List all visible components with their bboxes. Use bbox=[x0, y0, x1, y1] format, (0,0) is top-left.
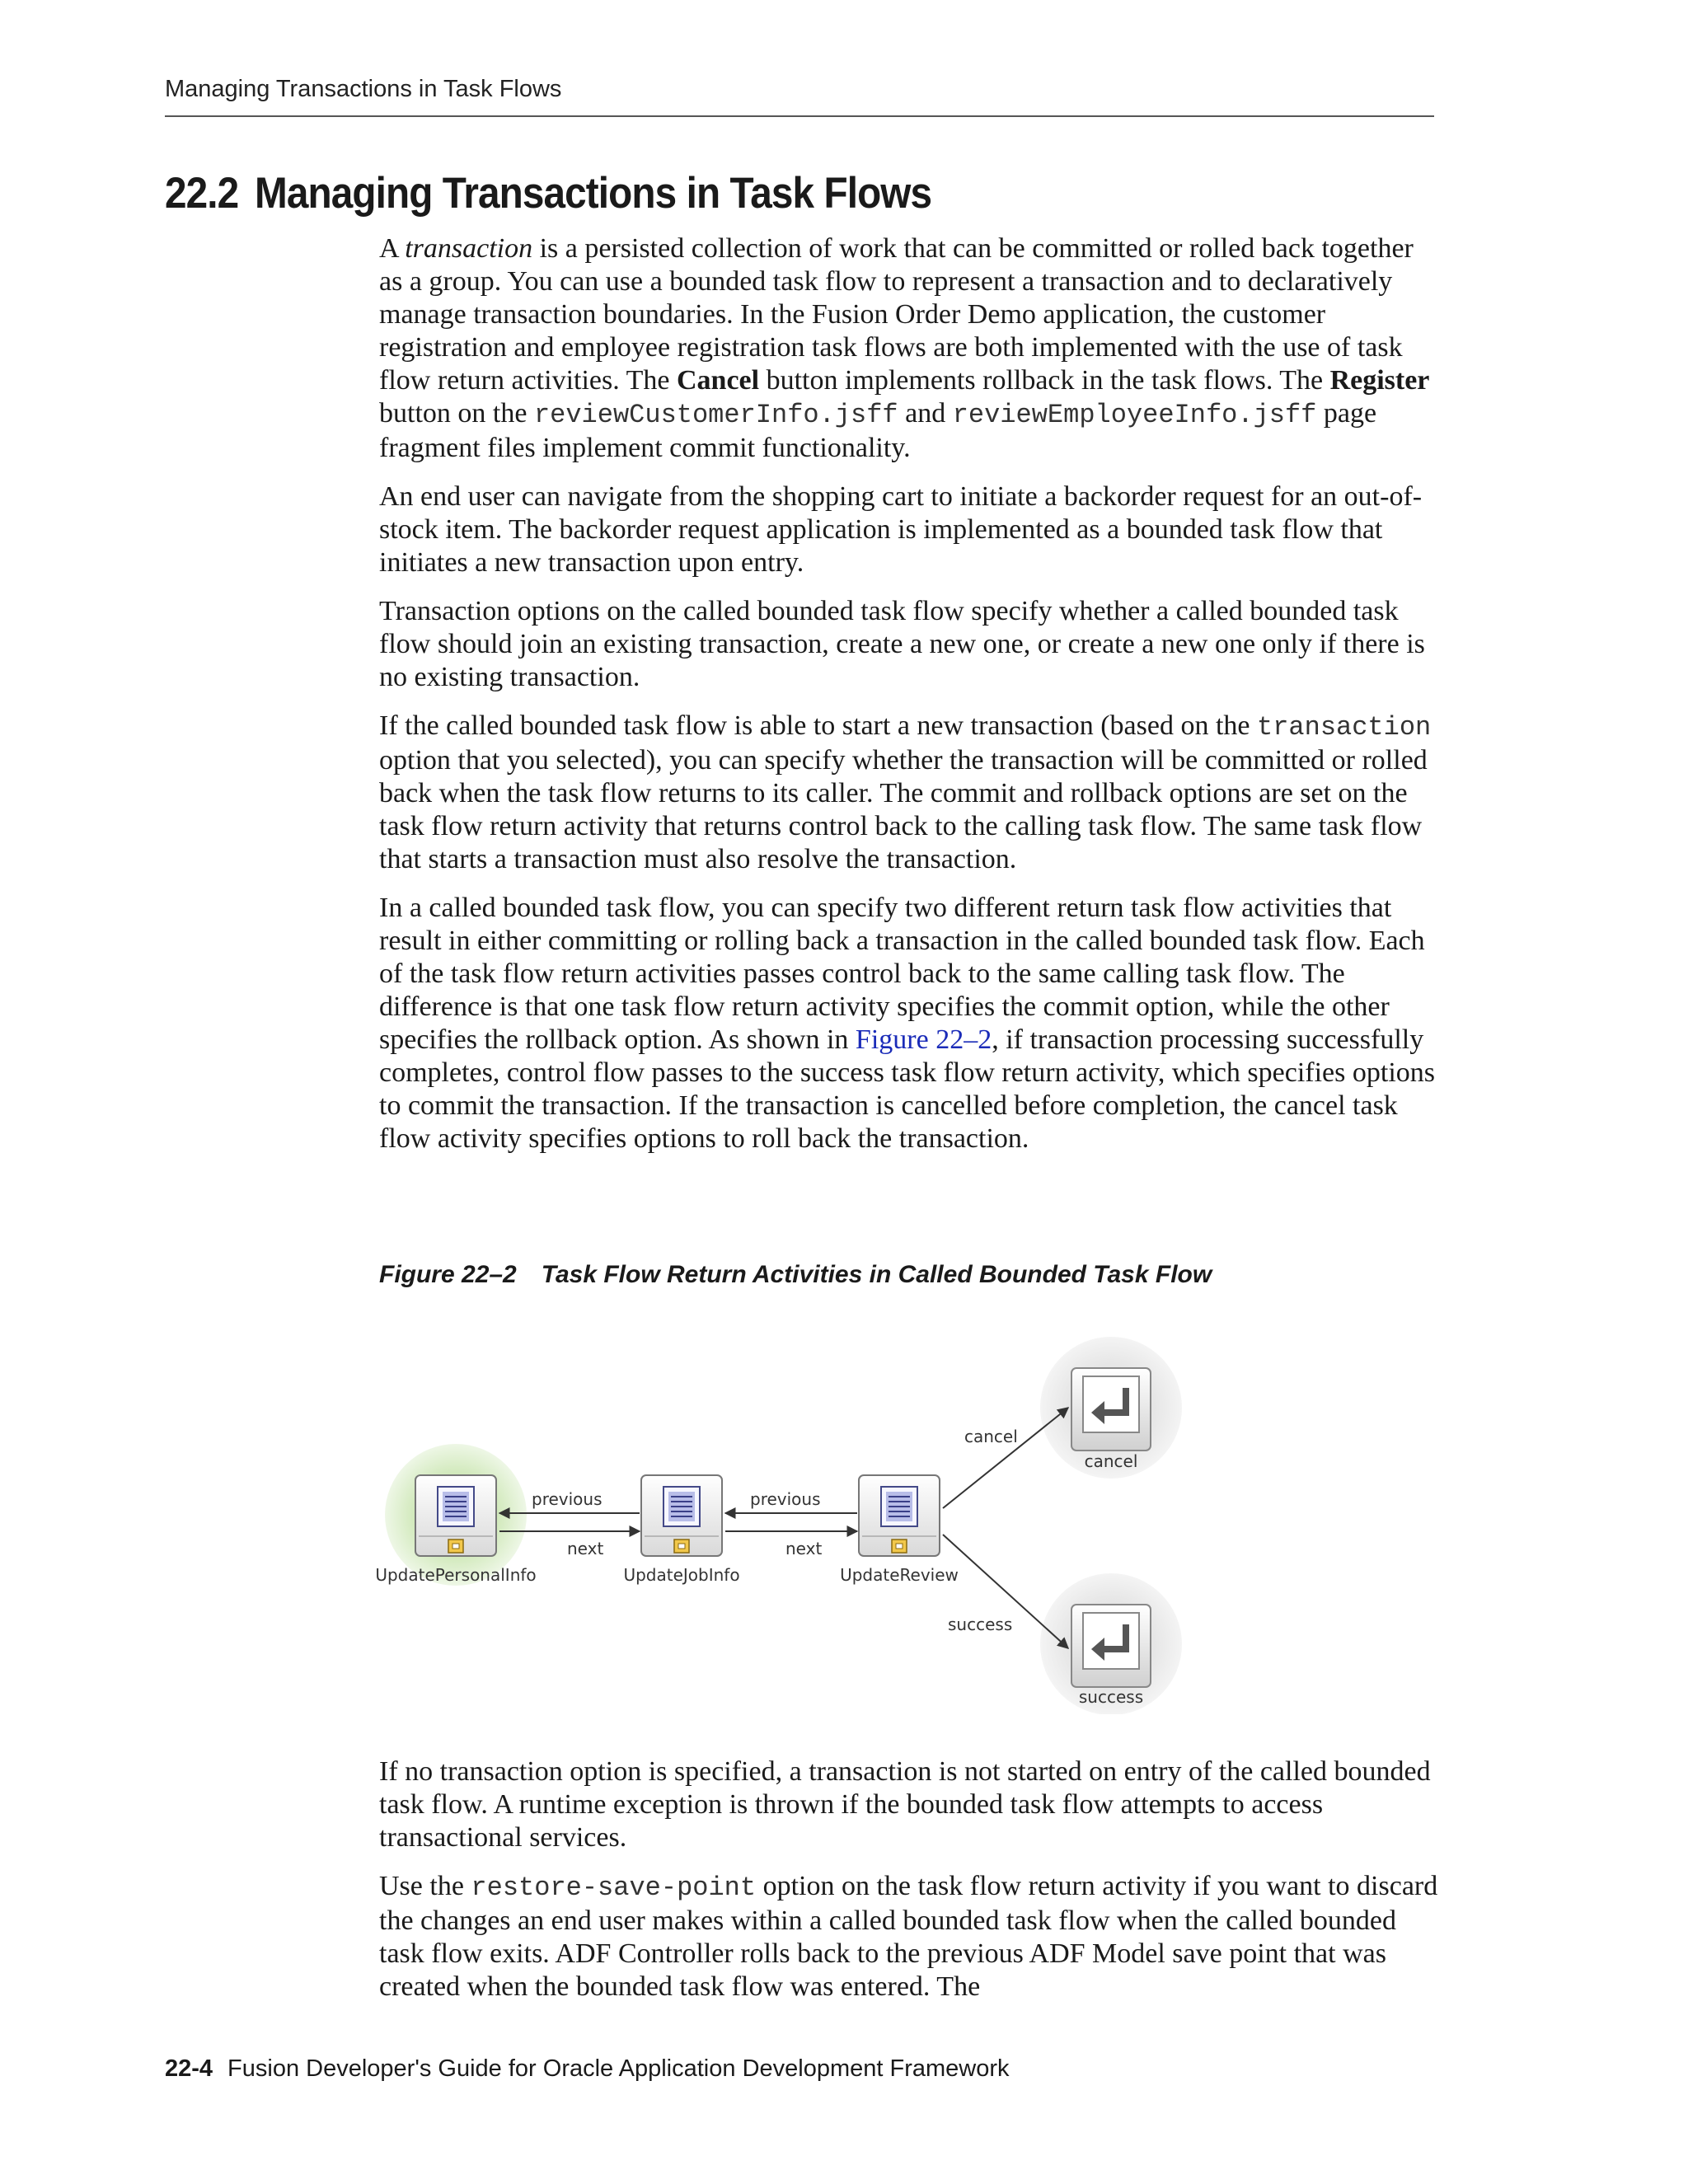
page-fragment-icon bbox=[892, 1540, 907, 1553]
node-label-success: success bbox=[1078, 1687, 1144, 1707]
code-review-customer: reviewCustomerInfo.jsff bbox=[533, 400, 898, 430]
figure-link[interactable]: Figure 22–2 bbox=[855, 1024, 992, 1055]
page-icon bbox=[663, 1487, 700, 1526]
page-footer bbox=[165, 2055, 1010, 2083]
paragraph-2: An end user can navigate from the shopping cart to initiate a backorder request for an out-of-stock item. The backorder request application is implemented as a bounded task flow that initiates a new transaction upon entry. bbox=[379, 481, 1423, 578]
header-rule bbox=[165, 115, 1434, 117]
paragraph-3: Transaction options on the called bounded task flow specify whether a called bounded task flow should join an existing transaction, create a new one, or create a new one only if there is no existing transaction. bbox=[379, 596, 1425, 692]
edge-label-success: success bbox=[948, 1615, 1013, 1634]
section-title-text: Managing Transactions in Task Flows bbox=[255, 169, 932, 218]
node-label-update-job-info: UpdateJobInfo bbox=[623, 1565, 740, 1585]
running-header: Managing Transactions in Task Flows bbox=[165, 76, 562, 102]
page-fragment-icon bbox=[674, 1540, 689, 1553]
node-label-update-review: UpdateReview bbox=[840, 1565, 959, 1585]
section-number: 22.2 bbox=[165, 169, 239, 218]
success-return-node[interactable] bbox=[1071, 1605, 1151, 1687]
figure-caption bbox=[379, 1261, 1212, 1289]
paragraph-6: If no transaction option is specified, a transaction is not started on entry of the called bounded task flow. A runtime exception is thrown if the bounded task flow attempts to access transactional services. bbox=[379, 1756, 1431, 1853]
code-transaction: transaction bbox=[1257, 712, 1432, 743]
page-icon bbox=[438, 1487, 474, 1526]
task-flow-diagram bbox=[371, 1319, 1212, 1714]
node-label-cancel: cancel bbox=[1084, 1451, 1138, 1471]
paragraph-1: A transaction is a persisted collection of work that can be committed or rolled back together as a group. You can use a bounded task flow to represent a transaction and to declaratively manage transaction boundaries. In the Fusion Order Demo application, the customer registration and employee registration task flows are both implemented with the use of task flow return activities. The Cancel button implements rollback in the task flows. The Register button on the reviewCustomerInfo.jsff and reviewEmployeeInfo.jsff page fragment files implement commit functionality. bbox=[379, 233, 1430, 463]
update-review-node[interactable] bbox=[859, 1475, 940, 1556]
node-label-update-personal-info: UpdatePersonalInfo bbox=[375, 1565, 537, 1585]
return-icon bbox=[1083, 1376, 1139, 1432]
edge-label-next-1: next bbox=[567, 1539, 604, 1558]
update-job-info-node[interactable] bbox=[641, 1475, 722, 1556]
figure-number: Figure 22–2 bbox=[379, 1261, 517, 1288]
body-text-lower bbox=[379, 1755, 1438, 2019]
code-review-employee: reviewEmployeeInfo.jsff bbox=[952, 400, 1317, 430]
page-icon bbox=[881, 1487, 917, 1526]
body-text-upper bbox=[379, 232, 1438, 1171]
page-fragment-icon bbox=[448, 1540, 463, 1553]
section-title bbox=[165, 168, 931, 218]
cancel-term: Cancel bbox=[676, 365, 760, 396]
term-transaction: transaction bbox=[405, 233, 533, 264]
figure-title: Task Flow Return Activities in Called Bounded Task Flow bbox=[541, 1261, 1212, 1288]
edge-label-previous-2: previous bbox=[750, 1489, 821, 1509]
book-title: Fusion Developer's Guide for Oracle Application Development Framework bbox=[227, 2055, 1010, 2082]
paragraph-5: In a called bounded task flow, you can specify two different return task flow activities that result in either committing or rolling back a transaction in the called bounded task flow. Each of the task flow return activities passes control back to the same calling task flow. The difference is that one task flow return activity specifies the commit option, while the other specifies the rollback option. As shown in Figure 22–2, if transaction processing successfully completes, control flow passes to the success task flow return activity, which specifies options to commit the transaction. If the transaction is cancelled before completion, the cancel task flow activity specifies options to roll back the transaction. bbox=[379, 893, 1435, 1154]
register-term: Register bbox=[1329, 365, 1430, 396]
paragraph-4: If the called bounded task flow is able to start a new transaction (based on the transaction option that you selected), you can specify whether the transaction will be committed or rolled back when the task flow returns to its caller. The commit and rollback options are set on the task flow return activity that returns control back to the calling task flow. The same task flow that starts a transaction must also resolve the transaction. bbox=[379, 710, 1432, 874]
code-restore-save-point: restore-save-point bbox=[471, 1872, 757, 1903]
page-number: 22-4 bbox=[165, 2055, 213, 2082]
edge-label-cancel: cancel bbox=[964, 1427, 1018, 1446]
edge-label-previous-1: previous bbox=[532, 1489, 603, 1509]
cancel-return-node[interactable] bbox=[1071, 1368, 1151, 1451]
edge-label-next-2: next bbox=[785, 1539, 823, 1558]
return-icon bbox=[1083, 1613, 1139, 1669]
update-personal-info-node[interactable] bbox=[415, 1475, 496, 1556]
paragraph-7: Use the restore-save-point option on the task flow return activity if you want to discard the changes an end user makes within a called bounded task flow when the called bounded task flow exits. ADF Controller rolls back to the previous ADF Model save point that was created when the bounded task flow was entered. The bbox=[379, 1871, 1438, 2002]
edge-cancel[interactable] bbox=[943, 1408, 1068, 1508]
